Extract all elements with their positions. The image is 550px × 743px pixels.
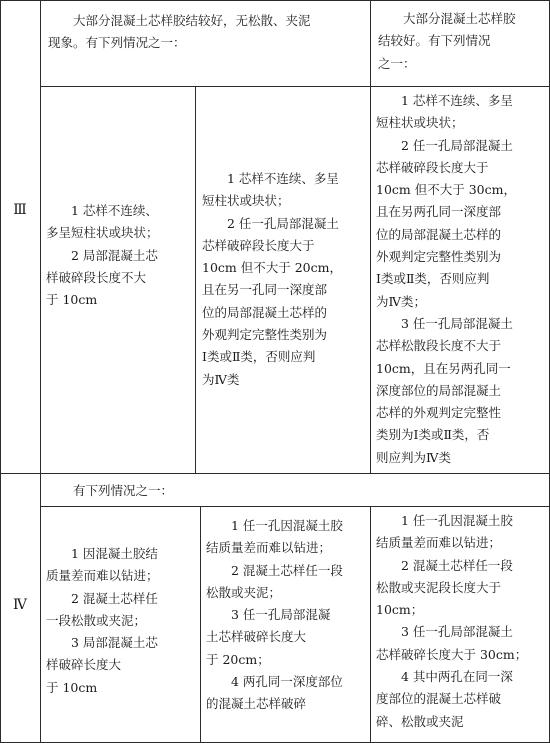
table-rule-col3	[370, 0, 371, 473]
grade-4-two-holes	[206, 515, 366, 716]
grade-4-three-item-4: 4 其中两孔在同一深 度部位的混凝土芯样破 碎、松散或夹泥	[376, 669, 513, 729]
grade-3-single-hole	[46, 200, 192, 311]
grade-4-single-hole	[46, 543, 196, 699]
table-rule-left	[0, 0, 1, 743]
grade-3-header-right	[378, 8, 544, 75]
grade-4-three-item-1: 1 任一孔因混凝土胶 结质量差而难以钻进；	[376, 513, 513, 551]
grade-3-two-item-2: 2 任一孔局部混凝土 芯样破碎段长度大于 10cm 但不大于 20cm， 且在另一孔同一深度部 位的局部混凝土芯样的 外观判定完整性类别为 Ⅰ类或Ⅱ类，否则应判 为Ⅳ类	[202, 215, 342, 387]
grade-3-two-holes	[202, 168, 366, 391]
table-rule-col2-row4	[200, 506, 201, 743]
table-rule-row-divider	[0, 473, 550, 474]
grade-3-header-left-text: 大部分混凝土芯样胶结较好，无松散、夹泥 现象。有下列情况之一：	[48, 13, 311, 51]
grade-4-three-item-3: 3 任一孔局部混凝土 芯样破碎长度大于 30cm；	[376, 624, 528, 662]
grade-4-two-item-4: 4 两孔同一深度部位 的混凝土芯样破碎	[206, 674, 343, 712]
grade-3-single-item-1: 1 芯样不连续、 多呈短柱状或块状；	[46, 203, 159, 241]
table-rule-col2-row3	[195, 86, 196, 473]
grade-3-three-item-2: 2 任一孔局部混凝土 芯样破碎段长度大于 10cm 但不大于 30cm， 且在另两孔同一深度部 位的局部混凝土芯样的 外观判定完整性类别为 Ⅰ类或Ⅱ类，否则应判 为Ⅳ类；	[376, 137, 516, 309]
grade-label-3: Ⅲ	[13, 202, 27, 218]
grade-3-two-item-1: 1 芯样不连续、多呈 短柱状或块状；	[202, 171, 339, 209]
grade-4-two-item-2: 2 混凝土芯样任一段 松散或夹泥；	[206, 562, 343, 600]
grade-4-two-item-1: 1 任一孔因混凝土胶 结质量差而难以钻进；	[206, 518, 343, 556]
grade-4-single-item-1: 1 因混凝土胶结 质量差而难以钻进；	[46, 546, 159, 584]
table-rule-top	[0, 0, 550, 1]
grade-4-three-holes	[376, 510, 546, 733]
grade-label-4: Ⅳ	[13, 597, 27, 613]
table-rule-row3-header	[40, 86, 550, 87]
grade-4-header	[48, 480, 538, 502]
grade-3-three-item-3: 3 任一孔局部混凝土 芯样松散段长度不大于 10cm，且在另两孔同一 深度部位的局部混凝土 芯样的外观判定完整性 类别为Ⅰ类或Ⅱ类，否 则应判为Ⅳ类	[376, 315, 513, 465]
table-rule-grade-col	[40, 0, 41, 743]
table-rule-col3-row4	[370, 506, 371, 743]
grade-3-header-right-text: 大部分混凝土芯样胶 结较好。有下列情况 之一：	[378, 11, 516, 71]
grade-3-single-item-2: 2 局部混凝土芯 样破碎段长度不大 于 10cm	[46, 247, 158, 308]
grade-4-three-item-2: 2 混凝土芯样任一段 松散或夹泥段长度大于 10cm；	[376, 557, 513, 618]
grade-4-single-item-3: 3 局部混凝土芯 样破碎长度大 于 10cm	[46, 635, 158, 695]
grade-3-header-left	[48, 10, 364, 55]
grade-4-single-item-2: 2 混凝土芯样任 一段松散或夹泥；	[46, 590, 158, 628]
grade-3-three-item-1: 1 芯样不连续、多呈 短柱状或块状；	[376, 93, 513, 131]
grade-4-two-item-3: 3 任一孔局部混凝 土芯样破碎长度大 于 20cm；	[206, 607, 331, 667]
grade-3-three-holes	[376, 90, 546, 469]
grade-4-header-text: 有下列情况之一：	[73, 483, 174, 498]
table-rule-row4-header	[40, 506, 550, 507]
